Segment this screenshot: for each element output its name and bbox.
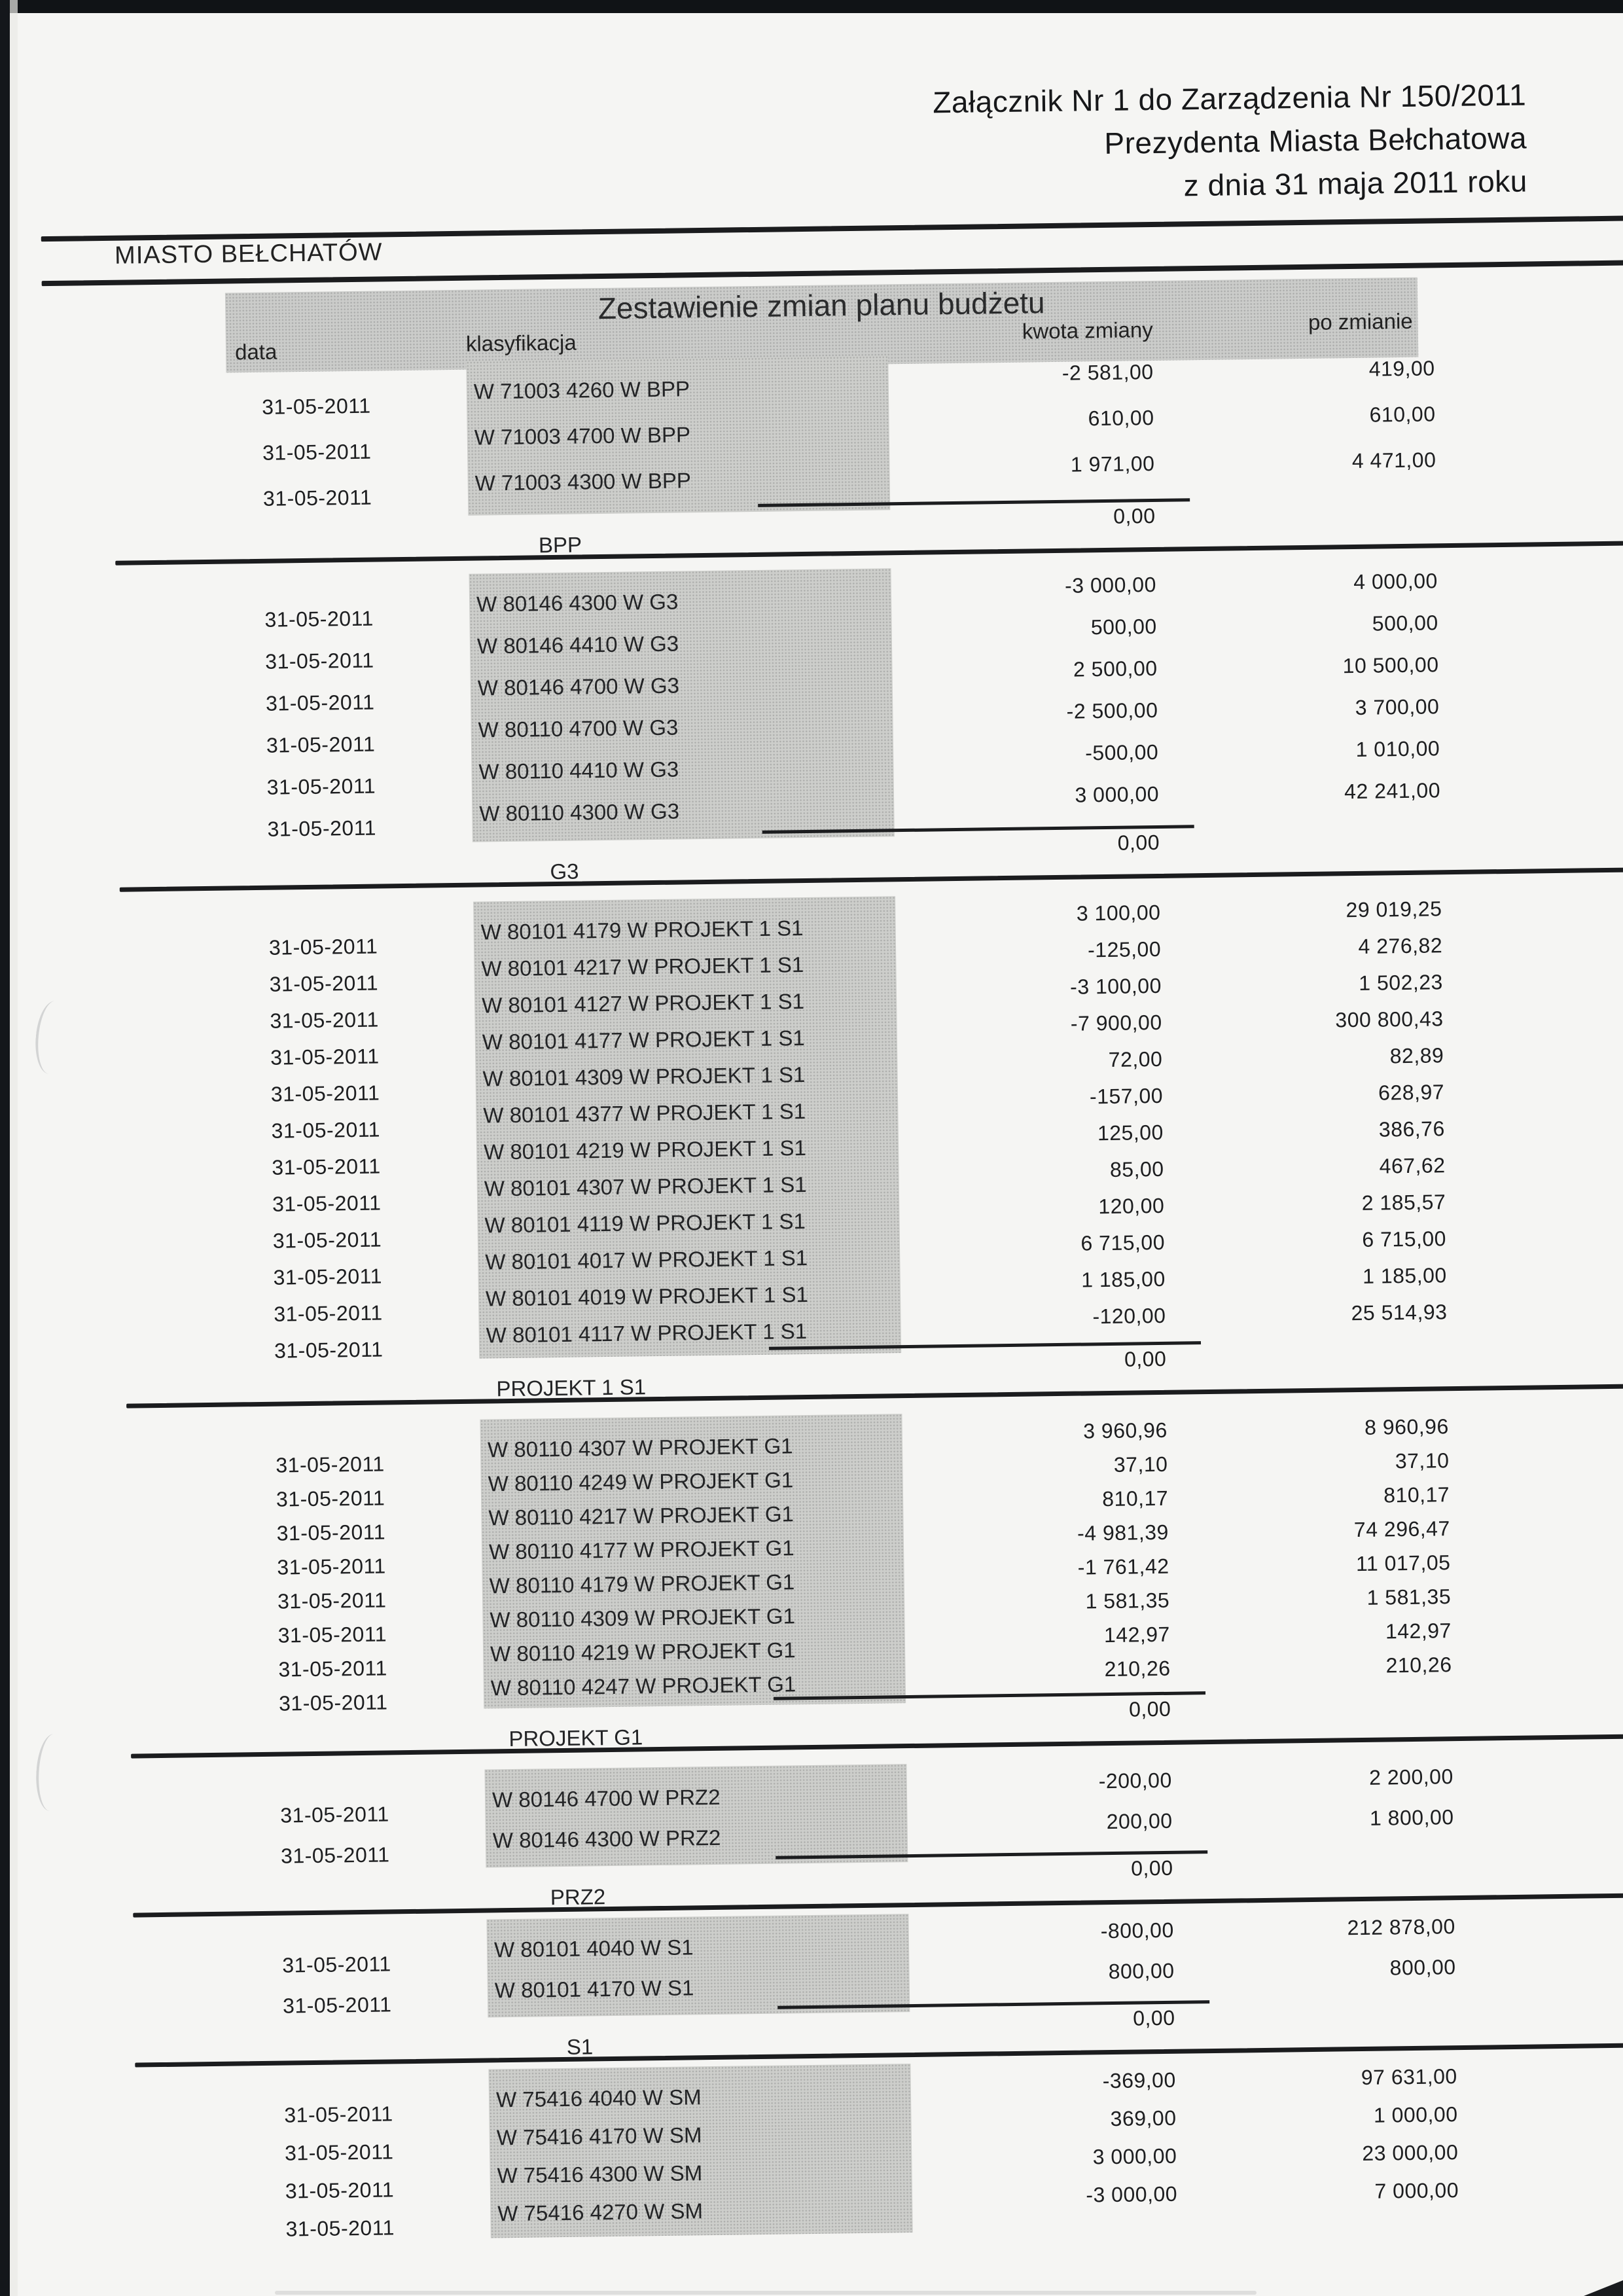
row-change-amount: 1 971,00 bbox=[1070, 451, 1155, 476]
row-after-amount: 628,97 bbox=[1378, 1080, 1445, 1105]
row-classification: W 80101 4019 W PROJEKT 1 S1 bbox=[485, 1282, 809, 1311]
row-date: 31-05-2011 bbox=[262, 439, 372, 465]
budget-change-table bbox=[5, 355, 1623, 2241]
section-rows bbox=[27, 2063, 1623, 2241]
org-name: MIASTO BEŁCHATÓW bbox=[114, 238, 383, 270]
row-date: 31-05-2011 bbox=[265, 690, 375, 715]
column-header-classification: klasyfikacja bbox=[465, 330, 577, 356]
row-date: 31-05-2011 bbox=[274, 1300, 383, 1326]
row-change-amount: -3 000,00 bbox=[1064, 572, 1157, 598]
scan-bottom-smudge bbox=[275, 2291, 1257, 2295]
row-date: 31-05-2011 bbox=[272, 1154, 381, 1179]
row-date: 31-05-2011 bbox=[262, 485, 372, 511]
row-classification: W 71003 4700 W BPP bbox=[474, 422, 691, 450]
row-change-amount: 3 960,96 bbox=[1082, 1418, 1168, 1443]
section-rows bbox=[8, 567, 1623, 840]
scan-edge-top bbox=[0, 0, 1623, 13]
row-classification: W 80110 4179 W PROJEKT G1 bbox=[489, 1570, 795, 1598]
column-header-date: data bbox=[234, 339, 277, 365]
row-classification: W 80146 4300 W G3 bbox=[476, 589, 679, 617]
row-change-amount: 3 000,00 bbox=[1092, 2144, 1177, 2169]
row-change-amount: 37,10 bbox=[1113, 1452, 1168, 1477]
row-change-amount: 500,00 bbox=[1090, 614, 1157, 639]
row-classification: W 80146 4700 W G3 bbox=[477, 673, 680, 700]
row-classification: W 80101 4307 W PROJEKT 1 S1 bbox=[484, 1172, 807, 1201]
row-classification: W 80101 4177 W PROJEKT 1 S1 bbox=[482, 1026, 805, 1054]
row-classification: W 75416 4040 W SM bbox=[495, 2085, 702, 2112]
row-classification: W 75416 4170 W SM bbox=[496, 2123, 702, 2150]
row-change-amount: -369,00 bbox=[1102, 2068, 1176, 2093]
row-date: 31-05-2011 bbox=[280, 1802, 389, 1827]
row-date: 31-05-2011 bbox=[268, 934, 378, 960]
row-classification: W 80110 4219 W PROJEKT G1 bbox=[490, 1638, 796, 1666]
row-date: 31-05-2011 bbox=[270, 1081, 380, 1106]
row-classification: W 80101 4217 W PROJEKT 1 S1 bbox=[481, 952, 804, 981]
row-date: 31-05-2011 bbox=[277, 1554, 386, 1579]
table-section-prz2 bbox=[24, 1763, 1623, 1918]
subtotal-amount: 0,00 bbox=[1113, 503, 1156, 528]
row-change-amount: -157,00 bbox=[1089, 1083, 1164, 1109]
row-after-amount: 610,00 bbox=[1369, 402, 1436, 427]
subtotal-amount: 0,00 bbox=[1128, 1696, 1171, 1721]
row-classification: W 80110 4700 W G3 bbox=[478, 715, 679, 742]
row-after-amount: 467,62 bbox=[1379, 1153, 1446, 1178]
table-title: Zestawienie zmian planu budżetu bbox=[597, 285, 1045, 326]
row-date: 31-05-2011 bbox=[282, 1992, 392, 2018]
row-after-amount: 4 471,00 bbox=[1351, 448, 1436, 473]
column-header-after-change: po zmianie bbox=[1308, 308, 1413, 334]
row-change-amount: 1 185,00 bbox=[1080, 1266, 1166, 1292]
row-change-amount: -125,00 bbox=[1087, 937, 1162, 962]
row-after-amount: 142,97 bbox=[1385, 1619, 1452, 1643]
row-date: 31-05-2011 bbox=[276, 1520, 386, 1545]
row-date: 31-05-2011 bbox=[269, 971, 379, 996]
row-after-amount: 37,10 bbox=[1395, 1448, 1450, 1473]
row-after-amount: 82,89 bbox=[1389, 1043, 1444, 1068]
row-classification: W 80110 4217 W PROJEKT G1 bbox=[488, 1501, 794, 1530]
row-after-amount: 3 700,00 bbox=[1355, 694, 1440, 719]
row-classification: W 80101 4127 W PROJEKT 1 S1 bbox=[481, 989, 805, 1018]
row-date: 31-05-2011 bbox=[272, 1191, 382, 1216]
row-date: 31-05-2011 bbox=[272, 1227, 382, 1253]
row-after-amount: 8 960,96 bbox=[1364, 1414, 1449, 1439]
row-after-amount: 29 019,25 bbox=[1346, 897, 1442, 922]
row-after-amount: 4 000,00 bbox=[1353, 569, 1438, 594]
row-change-amount: -2 581,00 bbox=[1061, 359, 1154, 385]
row-date: 31-05-2011 bbox=[285, 2178, 395, 2203]
row-classification: W 80101 4179 W PROJEKT 1 S1 bbox=[480, 916, 804, 944]
row-after-amount: 500,00 bbox=[1372, 611, 1438, 636]
row-change-amount: 810,17 bbox=[1102, 1486, 1169, 1511]
row-after-amount: 6 715,00 bbox=[1362, 1227, 1447, 1251]
attachment-line-3: z dnia 31 maja 2011 roku bbox=[1183, 164, 1528, 203]
row-classification: W 80146 4700 W PRZ2 bbox=[491, 1784, 721, 1812]
row-change-amount: -120,00 bbox=[1092, 1303, 1166, 1329]
row-after-amount: 1 185,00 bbox=[1362, 1263, 1447, 1288]
subtotal-amount: 0,00 bbox=[1132, 2005, 1175, 2030]
row-classification: W 71003 4260 W BPP bbox=[473, 376, 690, 404]
row-change-amount: -3 000,00 bbox=[1086, 2181, 1178, 2207]
row-date: 31-05-2011 bbox=[278, 1690, 388, 1715]
row-date: 31-05-2011 bbox=[267, 816, 377, 841]
row-classification: W 80101 4117 W PROJEKT 1 S1 bbox=[486, 1319, 808, 1348]
attachment-line-1: Załącznik Nr 1 do Zarządzenia Nr 150/2011 bbox=[932, 77, 1527, 120]
row-after-amount: 212 878,00 bbox=[1347, 1914, 1455, 1940]
row-classification: W 75416 4270 W SM bbox=[497, 2198, 704, 2226]
row-change-amount: -500,00 bbox=[1084, 740, 1159, 765]
table-section-projekt-1-s1 bbox=[12, 895, 1623, 1409]
row-date: 31-05-2011 bbox=[277, 1588, 387, 1613]
row-after-amount: 10 500,00 bbox=[1342, 653, 1439, 678]
row-classification: W 80101 4040 W S1 bbox=[493, 1935, 694, 1962]
row-change-amount: -200,00 bbox=[1098, 1768, 1172, 1793]
table-section-s1 bbox=[26, 1913, 1623, 2068]
row-after-amount: 800,00 bbox=[1389, 1955, 1456, 1980]
row-change-amount: -800,00 bbox=[1100, 1918, 1174, 1943]
row-after-amount: 419,00 bbox=[1368, 356, 1435, 381]
row-after-amount: 1 010,00 bbox=[1355, 736, 1440, 761]
row-change-amount: 2 500,00 bbox=[1073, 656, 1158, 681]
row-after-amount: 210,26 bbox=[1385, 1653, 1452, 1677]
subtotal-amount: 0,00 bbox=[1124, 1346, 1167, 1371]
subtotal-amount: 0,00 bbox=[1130, 1856, 1173, 1880]
row-after-amount: 1 800,00 bbox=[1369, 1805, 1454, 1830]
row-change-amount: 120,00 bbox=[1098, 1193, 1165, 1219]
table-section-projekt-g1 bbox=[19, 1413, 1623, 1759]
row-classification: W 80110 4307 W PROJEKT G1 bbox=[487, 1433, 793, 1462]
row-classification: W 75416 4300 W SM bbox=[497, 2161, 703, 2188]
row-after-amount: 386,76 bbox=[1378, 1117, 1445, 1141]
row-classification: W 80110 4247 W PROJEKT G1 bbox=[490, 1672, 796, 1700]
row-date: 31-05-2011 bbox=[264, 606, 374, 632]
row-date: 31-05-2011 bbox=[277, 1622, 387, 1647]
row-after-amount: 1 000,00 bbox=[1373, 2102, 1458, 2127]
row-change-amount: 200,00 bbox=[1106, 1808, 1173, 1834]
attachment-header bbox=[933, 73, 1527, 210]
section-label: G3 bbox=[550, 859, 579, 884]
row-after-amount: 23 000,00 bbox=[1362, 2140, 1459, 2166]
row-change-amount: 369,00 bbox=[1110, 2106, 1177, 2131]
row-date: 31-05-2011 bbox=[270, 1007, 379, 1033]
row-classification: W 80101 4377 W PROJEKT 1 S1 bbox=[483, 1099, 806, 1128]
row-after-amount: 300 800,43 bbox=[1335, 1007, 1444, 1032]
row-after-amount: 2 200,00 bbox=[1368, 1765, 1454, 1789]
row-date: 31-05-2011 bbox=[265, 648, 374, 673]
row-date: 31-05-2011 bbox=[274, 1337, 383, 1363]
table-section-sm bbox=[27, 2063, 1623, 2241]
row-date: 31-05-2011 bbox=[271, 1117, 381, 1143]
section-rows bbox=[12, 895, 1623, 1363]
row-date: 31-05-2011 bbox=[276, 1486, 385, 1511]
table-section-bpp bbox=[5, 355, 1623, 566]
row-classification: W 80101 4309 W PROJEKT 1 S1 bbox=[482, 1062, 806, 1091]
row-change-amount: 72,00 bbox=[1108, 1047, 1163, 1071]
column-header-change-amount: kwota zmiany bbox=[1022, 317, 1153, 344]
row-classification: W 80110 4177 W PROJEKT G1 bbox=[488, 1535, 794, 1564]
row-after-amount: 74 296,47 bbox=[1353, 1516, 1450, 1542]
row-date: 31-05-2011 bbox=[282, 1952, 391, 1977]
row-change-amount: 3 000,00 bbox=[1075, 781, 1160, 807]
row-change-amount: -1 761,42 bbox=[1077, 1554, 1169, 1579]
row-change-amount: 125,00 bbox=[1097, 1120, 1164, 1145]
row-change-amount: 6 715,00 bbox=[1080, 1230, 1166, 1255]
row-after-amount: 25 514,93 bbox=[1351, 1300, 1448, 1325]
row-classification: W 71003 4300 W BPP bbox=[474, 468, 692, 495]
row-classification: W 80101 4119 W PROJEKT 1 S1 bbox=[484, 1209, 806, 1238]
row-classification: W 80110 4249 W PROJEKT G1 bbox=[488, 1467, 794, 1496]
row-change-amount: -4 981,39 bbox=[1077, 1520, 1169, 1545]
section-label: S1 bbox=[566, 2034, 594, 2059]
row-change-amount: 3 100,00 bbox=[1076, 900, 1161, 925]
row-classification: W 80146 4410 W G3 bbox=[476, 631, 679, 658]
section-label: PRZ2 bbox=[550, 1884, 606, 1910]
row-after-amount: 1 581,35 bbox=[1366, 1585, 1452, 1609]
row-after-amount: 11 017,05 bbox=[1355, 1551, 1451, 1576]
row-classification: W 80110 4309 W PROJEKT G1 bbox=[490, 1604, 796, 1632]
row-after-amount: 810,17 bbox=[1383, 1482, 1450, 1507]
section-rows bbox=[5, 355, 1623, 513]
row-change-amount: 142,97 bbox=[1103, 1622, 1171, 1647]
row-date: 31-05-2011 bbox=[276, 1452, 385, 1477]
row-date: 31-05-2011 bbox=[284, 2140, 394, 2165]
row-after-amount: 4 276,82 bbox=[1358, 933, 1443, 958]
row-date: 31-05-2011 bbox=[261, 393, 371, 419]
row-date: 31-05-2011 bbox=[285, 2215, 395, 2241]
row-after-amount: 42 241,00 bbox=[1344, 778, 1441, 804]
header-rule-top bbox=[41, 215, 1623, 242]
row-change-amount: -2 500,00 bbox=[1066, 698, 1158, 723]
scan-edge-left bbox=[0, 0, 10, 2296]
row-date: 31-05-2011 bbox=[278, 1656, 387, 1681]
row-change-amount: 210,26 bbox=[1104, 1656, 1171, 1681]
row-change-amount: 85,00 bbox=[1109, 1157, 1164, 1181]
attachment-line-2: Prezydenta Miasta Bełchatowa bbox=[1104, 120, 1527, 160]
row-change-amount: 1 581,35 bbox=[1085, 1588, 1170, 1613]
row-date: 31-05-2011 bbox=[273, 1264, 383, 1289]
row-classification: W 80146 4300 W PRZ2 bbox=[492, 1825, 721, 1853]
row-after-amount: 7 000,00 bbox=[1374, 2178, 1459, 2203]
row-classification: W 80101 4219 W PROJEKT 1 S1 bbox=[483, 1136, 807, 1164]
section-label: PROJEKT 1 S1 bbox=[496, 1374, 647, 1401]
row-date: 31-05-2011 bbox=[280, 1842, 390, 1868]
row-change-amount: -7 900,00 bbox=[1070, 1010, 1162, 1035]
table-section-g3 bbox=[8, 567, 1623, 893]
row-date: 31-05-2011 bbox=[284, 2102, 393, 2127]
row-after-amount: 1 502,23 bbox=[1359, 970, 1444, 995]
row-date: 31-05-2011 bbox=[270, 1044, 380, 1069]
row-classification: W 80110 4300 W G3 bbox=[479, 798, 680, 826]
row-after-amount: 2 185,57 bbox=[1361, 1190, 1446, 1215]
subtotal-amount: 0,00 bbox=[1117, 830, 1160, 855]
scan-corner-artifact bbox=[1584, 2280, 1623, 2296]
section-label: PROJEKT G1 bbox=[508, 1725, 643, 1751]
row-classification: W 80101 4170 W S1 bbox=[494, 1975, 694, 2003]
row-classification: W 80110 4410 W G3 bbox=[478, 757, 679, 784]
row-date: 31-05-2011 bbox=[266, 732, 376, 757]
section-label: BPP bbox=[538, 532, 582, 558]
row-date: 31-05-2011 bbox=[266, 774, 376, 799]
row-after-amount: 97 631,00 bbox=[1361, 2064, 1457, 2090]
row-classification: W 80101 4017 W PROJEKT 1 S1 bbox=[485, 1246, 808, 1274]
row-change-amount: 610,00 bbox=[1088, 405, 1154, 431]
row-change-amount: -3 100,00 bbox=[1069, 973, 1162, 999]
row-change-amount: 800,00 bbox=[1108, 1958, 1175, 1984]
